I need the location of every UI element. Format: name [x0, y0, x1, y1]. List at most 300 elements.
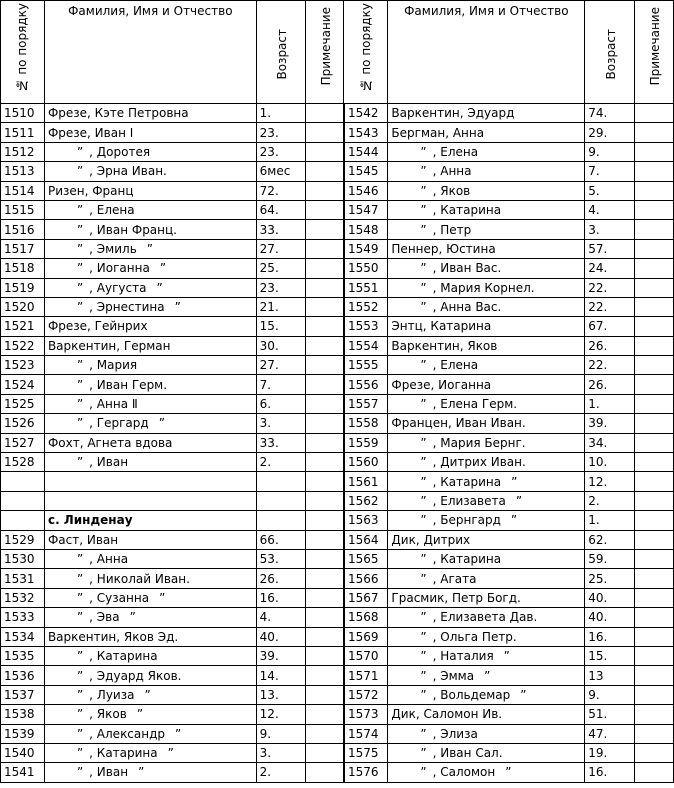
entry-number: 1513	[1, 162, 45, 181]
ditto-mark: ”	[174, 300, 181, 315]
entry-number: 1551	[344, 278, 388, 297]
ditto-mark: ”	[511, 474, 518, 489]
entry-number: 1528	[1, 453, 45, 472]
ditto-mark: ”	[76, 377, 84, 392]
person-name-text: Францен, Иван Иван.	[391, 416, 526, 431]
table-row	[1, 104, 674, 123]
entry-note	[305, 549, 344, 568]
person-name-text: , Иван Сал.	[432, 746, 503, 761]
table-row	[1, 453, 674, 472]
entry-number: 1570	[344, 646, 388, 665]
ditto-mark: ”	[76, 241, 84, 256]
person-name	[388, 123, 585, 142]
entry-age: 40.	[256, 627, 305, 646]
person-name-text: , Анна Вас.	[432, 300, 502, 315]
entry-age: 2.	[585, 491, 635, 510]
entry-note	[635, 356, 674, 375]
entry-note	[635, 259, 674, 278]
entry-number: 1538	[1, 705, 45, 724]
ditto-mark: ”	[76, 726, 84, 741]
person-name	[388, 181, 585, 200]
entry-number: 1541	[1, 763, 45, 782]
table-row	[1, 239, 674, 258]
entry-number: 1533	[1, 608, 45, 627]
header-note-right: Примечание	[635, 1, 674, 104]
table-row	[1, 608, 674, 627]
person-name-text: , Катарина	[432, 203, 502, 218]
table-row	[1, 123, 674, 142]
entry-number: 1550	[344, 259, 388, 278]
person-name	[44, 123, 256, 142]
table-row	[1, 317, 674, 336]
ditto-mark: ”	[76, 687, 84, 702]
person-name-text: , Петр	[432, 222, 472, 237]
ditto-mark: ”	[76, 300, 84, 315]
entry-number: 1555	[344, 356, 388, 375]
person-name	[388, 511, 585, 530]
person-name-text: , Катарина	[89, 649, 158, 664]
ditto-mark: ”	[420, 746, 427, 761]
entry-number: 1547	[344, 200, 388, 219]
table-row	[1, 181, 674, 200]
person-name	[388, 259, 585, 278]
table-row	[1, 394, 674, 413]
entry-number: 1554	[344, 336, 388, 355]
table-row	[1, 142, 674, 161]
entry-number: 1568	[344, 608, 388, 627]
entry-note	[635, 317, 674, 336]
ditto-mark: ”	[76, 203, 84, 218]
person-name-text: , Катарина	[432, 552, 502, 567]
entry-age: 40.	[585, 608, 635, 627]
entry-number: 1542	[344, 104, 388, 123]
table-row	[1, 472, 674, 491]
entry-age: 10.	[585, 453, 635, 472]
person-name	[388, 356, 585, 375]
ditto-mark: ”	[420, 726, 427, 741]
entry-age: 30.	[256, 336, 305, 355]
ditto-mark: ”	[76, 707, 84, 722]
entry-age: 27.	[256, 239, 305, 258]
person-name-text: , Ольга Петр.	[432, 629, 517, 644]
ditto-mark: ”	[420, 164, 427, 179]
person-name	[388, 104, 585, 123]
entry-age: 3.	[256, 743, 305, 762]
entry-age: 47.	[585, 724, 635, 743]
entry-age: 23.	[256, 278, 305, 297]
entry-note	[635, 569, 674, 588]
entry-note	[305, 724, 344, 743]
entry-note	[305, 414, 344, 433]
entry-note	[305, 743, 344, 762]
ditto-mark: ”	[76, 746, 84, 761]
entry-number: 1534	[1, 627, 45, 646]
entry-number: 1521	[1, 317, 45, 336]
person-name	[388, 200, 585, 219]
person-name-text: , Эрна Иван.	[89, 164, 167, 179]
entry-age: 27.	[256, 356, 305, 375]
entry-note	[305, 278, 344, 297]
entry-number: 1520	[1, 297, 45, 316]
entry-number: 1536	[1, 666, 45, 685]
table-row	[1, 646, 674, 665]
person-name-text: , Анна	[89, 552, 129, 567]
entry-note	[635, 414, 674, 433]
entry-number: 1564	[344, 530, 388, 549]
entry-note	[305, 491, 344, 510]
ditto-mark: ”	[420, 183, 427, 198]
person-name	[388, 297, 585, 316]
entry-age: 22.	[585, 297, 635, 316]
person-name-text: , Эва	[89, 610, 120, 625]
ditto-mark: ”	[420, 455, 427, 470]
person-name-text: Фрезе, Кэте Петровна	[47, 106, 189, 121]
entry-age: 22.	[585, 356, 635, 375]
person-name-text: Фохт, Агнета вдова	[47, 435, 173, 450]
person-name	[44, 763, 256, 782]
ditto-mark: ”	[420, 203, 427, 218]
person-name-text: , Елизавета Дав.	[432, 610, 538, 625]
entry-note	[305, 104, 344, 123]
person-name	[44, 530, 256, 549]
entry-age: 6.	[256, 394, 305, 413]
entry-age: 14.	[256, 666, 305, 685]
person-name	[44, 375, 256, 394]
entry-number: 1549	[344, 239, 388, 258]
person-name	[388, 394, 585, 413]
entry-age: 26.	[256, 569, 305, 588]
entry-number: 1543	[344, 123, 388, 142]
entry-note	[635, 627, 674, 646]
person-name	[44, 336, 256, 355]
person-name	[388, 220, 585, 239]
ditto-mark: ”	[146, 241, 153, 256]
person-name-text: Фрезе, Гейнрих	[47, 319, 148, 334]
entry-number: 1567	[344, 588, 388, 607]
person-name-text: , Елена	[432, 144, 479, 159]
entry-note	[305, 705, 344, 724]
entry-note	[635, 162, 674, 181]
entry-note	[305, 259, 344, 278]
entry-note	[635, 491, 674, 510]
person-name-text: Грасмик, Петр Богд.	[391, 590, 521, 605]
entry-note	[635, 453, 674, 472]
person-name-text: , Елена Герм.	[432, 397, 518, 412]
ditto-mark: ”	[420, 494, 427, 508]
person-name-text: , Мария Корнел.	[432, 280, 535, 295]
person-name-text: Дик, Саломон Ив.	[391, 707, 503, 722]
table-row	[1, 530, 674, 549]
ditto-mark: ”	[175, 726, 182, 741]
ditto-mark: ”	[158, 416, 165, 431]
entry-number: 1556	[344, 375, 388, 394]
person-name-text: , Елена	[432, 358, 479, 373]
ditto-mark: ”	[76, 416, 84, 431]
header-num-right: № по порядку	[344, 1, 388, 104]
entry-number: 1529	[1, 530, 45, 549]
entry-note	[305, 472, 344, 491]
entry-age: 5.	[585, 181, 635, 200]
entry-note	[305, 123, 344, 142]
entry-number: 1561	[344, 472, 388, 491]
entry-note	[305, 356, 344, 375]
entry-number: 1574	[344, 724, 388, 743]
person-name-text: , Эмма	[432, 668, 475, 683]
person-name-text: , Иван Герм.	[89, 377, 168, 392]
person-name-text: , Иоганна	[89, 261, 150, 276]
table-row	[1, 627, 674, 646]
person-name	[44, 414, 256, 433]
person-name	[388, 627, 585, 646]
entry-number: 1540	[1, 743, 45, 762]
table-row	[1, 705, 674, 724]
entry-age: 16.	[256, 588, 305, 607]
ditto-mark: ”	[144, 687, 151, 702]
entry-number: 1569	[344, 627, 388, 646]
person-name-text: , Мария	[89, 358, 138, 373]
entry-note	[305, 336, 344, 355]
person-name-text: Ризен, Франц	[47, 183, 134, 198]
person-name	[44, 646, 256, 665]
entry-age: 1.	[585, 511, 635, 530]
table-row	[1, 220, 674, 239]
person-name-text: , Иван	[89, 455, 129, 470]
entry-number: 1571	[344, 666, 388, 685]
header-age-left: Возраст	[256, 1, 305, 104]
entry-number: 1559	[344, 433, 388, 452]
person-name-text: , Доротея	[89, 144, 151, 159]
ditto-mark: ”	[510, 513, 518, 528]
entry-number: 1532	[1, 588, 45, 607]
ditto-mark: ”	[420, 571, 427, 586]
ditto-mark: ”	[420, 144, 427, 159]
table-row	[1, 511, 674, 530]
entry-note	[305, 511, 344, 530]
entry-note	[305, 220, 344, 239]
header-name-left: Фамилия, Имя и Отчество	[44, 1, 256, 104]
entry-number: 1546	[344, 181, 388, 200]
entry-age	[256, 511, 305, 530]
entry-note	[635, 724, 674, 743]
ditto-mark: ”	[420, 629, 427, 644]
header-name-right: Фамилия, Имя и Отчество	[388, 1, 585, 104]
ditto-mark: ”	[420, 435, 427, 450]
entry-age: 15.	[585, 646, 635, 665]
ditto-mark: ”	[420, 300, 427, 315]
ditto-mark: ”	[159, 590, 166, 605]
ditto-mark: ”	[76, 144, 84, 159]
entry-age: 40.	[585, 588, 635, 607]
person-name	[44, 743, 256, 762]
entry-age: 9.	[256, 724, 305, 743]
person-name	[44, 104, 256, 123]
ditto-mark: ”	[129, 610, 136, 625]
person-name-text: , Елена	[89, 203, 135, 218]
table-row	[1, 433, 674, 452]
ditto-mark: ”	[420, 668, 427, 683]
person-name-text: с. Линденау	[47, 513, 133, 528]
ditto-mark: ”	[420, 397, 427, 412]
entry-age: 25.	[585, 569, 635, 588]
person-name-text: Фаст, Иван	[47, 532, 119, 547]
entry-age: 67.	[585, 317, 635, 336]
person-name-text: , Гергард	[89, 416, 149, 431]
entry-age: 7.	[256, 375, 305, 394]
entry-note	[305, 608, 344, 627]
person-name-text: Варкентин, Яков	[391, 338, 498, 353]
person-name	[44, 608, 256, 627]
person-name-text: Дик, Дитрих	[391, 532, 471, 547]
person-name-text: , Луиза	[89, 687, 135, 702]
entry-note	[635, 278, 674, 297]
person-name	[44, 162, 256, 181]
entry-age: 25.	[256, 259, 305, 278]
entry-number	[1, 511, 45, 530]
person-name	[44, 588, 256, 607]
entry-note	[635, 200, 674, 219]
entry-note	[305, 297, 344, 316]
entry-note	[305, 685, 344, 704]
entry-note	[635, 588, 674, 607]
ditto-mark: ”	[167, 746, 174, 761]
entry-age: 26.	[585, 336, 635, 355]
entry-number: 1544	[344, 142, 388, 161]
person-name-text: , Анна	[432, 164, 472, 179]
entry-age: 9.	[585, 142, 635, 161]
table-row	[1, 763, 674, 782]
entry-note	[305, 627, 344, 646]
table-row	[1, 278, 674, 297]
person-name-text: Варкентин, Эдуард	[391, 106, 515, 121]
entry-note	[635, 181, 674, 200]
person-name-text: , Яков	[89, 707, 127, 722]
entry-number: 1575	[344, 743, 388, 762]
person-name	[44, 278, 256, 297]
entry-note	[305, 763, 344, 782]
entry-age: 57.	[585, 239, 635, 258]
table-row	[1, 743, 674, 762]
entry-note	[305, 142, 344, 161]
person-name-text: , Елизавета	[432, 494, 506, 508]
entry-note	[635, 123, 674, 142]
table-row	[1, 356, 674, 375]
table-row	[1, 200, 674, 219]
header-age-right: Возраст	[585, 1, 635, 104]
person-name	[44, 491, 256, 510]
person-name	[44, 200, 256, 219]
person-name-text: , Наталия	[432, 649, 494, 664]
ditto-mark: ”	[136, 707, 144, 722]
person-name	[44, 569, 256, 588]
person-name	[388, 375, 585, 394]
entry-age: 13	[585, 666, 635, 685]
entry-number: 1514	[1, 181, 45, 200]
person-name-text: Энтц, Катарина	[391, 319, 492, 334]
entry-age: 1.	[585, 394, 635, 413]
entry-number: 1566	[344, 569, 388, 588]
entry-number: 1530	[1, 549, 45, 568]
person-name	[388, 685, 585, 704]
entry-note	[305, 317, 344, 336]
ditto-mark: ”	[520, 687, 527, 702]
entry-age: 59.	[585, 549, 635, 568]
person-name	[388, 472, 585, 491]
entry-note	[305, 569, 344, 588]
entry-age: 12.	[256, 705, 305, 724]
entry-age: 39.	[585, 414, 635, 433]
entry-age: 4.	[585, 200, 635, 219]
entry-number: 1531	[1, 569, 45, 588]
entry-number: 1526	[1, 414, 45, 433]
entry-note	[305, 181, 344, 200]
person-name	[44, 549, 256, 568]
entry-age: 2.	[256, 453, 305, 472]
entry-age: 33.	[256, 433, 305, 452]
register-body	[1, 104, 674, 783]
entry-number: 1560	[344, 453, 388, 472]
entry-age: 64.	[256, 200, 305, 219]
person-name-text: , Саломон	[432, 765, 496, 780]
person-name-text: , Катарина	[89, 746, 158, 761]
person-name	[44, 705, 256, 724]
entry-note	[635, 297, 674, 316]
person-name	[44, 181, 256, 200]
entry-note	[635, 336, 674, 355]
entry-age: 66.	[256, 530, 305, 549]
entry-note	[635, 433, 674, 452]
header-note-left: Примечание	[305, 1, 344, 104]
person-name-text: , Яков	[432, 183, 471, 198]
person-name-text: , Сузанна	[89, 590, 150, 605]
ditto-mark: ”	[420, 765, 427, 780]
entry-number: 1565	[344, 549, 388, 568]
entry-number: 1510	[1, 104, 45, 123]
ditto-mark: ”	[76, 358, 84, 373]
entry-age: 9.	[585, 685, 635, 704]
person-name	[388, 453, 585, 472]
header-num-left: № по порядку	[1, 1, 45, 104]
ditto-mark: ”	[515, 494, 523, 508]
ditto-mark: ”	[156, 280, 163, 295]
person-name	[388, 433, 585, 452]
person-name	[44, 433, 256, 452]
person-name-text: , Агата	[432, 571, 477, 586]
entry-age: 3.	[256, 414, 305, 433]
entry-note	[635, 472, 674, 491]
ditto-mark: ”	[503, 649, 510, 664]
entry-age: 72.	[256, 181, 305, 200]
entry-number: 1545	[344, 162, 388, 181]
person-name	[388, 317, 585, 336]
person-name	[44, 239, 256, 258]
entry-age: 4.	[256, 608, 305, 627]
entry-note	[305, 530, 344, 549]
person-name-text: , Дитрих Иван.	[432, 455, 526, 470]
entry-note	[635, 685, 674, 704]
person-name	[388, 705, 585, 724]
ditto-mark: ”	[138, 765, 145, 780]
table-row	[1, 569, 674, 588]
person-name	[388, 278, 585, 297]
person-name	[388, 414, 585, 433]
entry-age: 34.	[585, 433, 635, 452]
table-row	[1, 491, 674, 510]
entry-note	[635, 239, 674, 258]
person-name-text: Бергман, Анна	[391, 125, 485, 140]
entry-number: 1563	[344, 511, 388, 530]
entry-age: 24.	[585, 259, 635, 278]
person-name	[44, 317, 256, 336]
